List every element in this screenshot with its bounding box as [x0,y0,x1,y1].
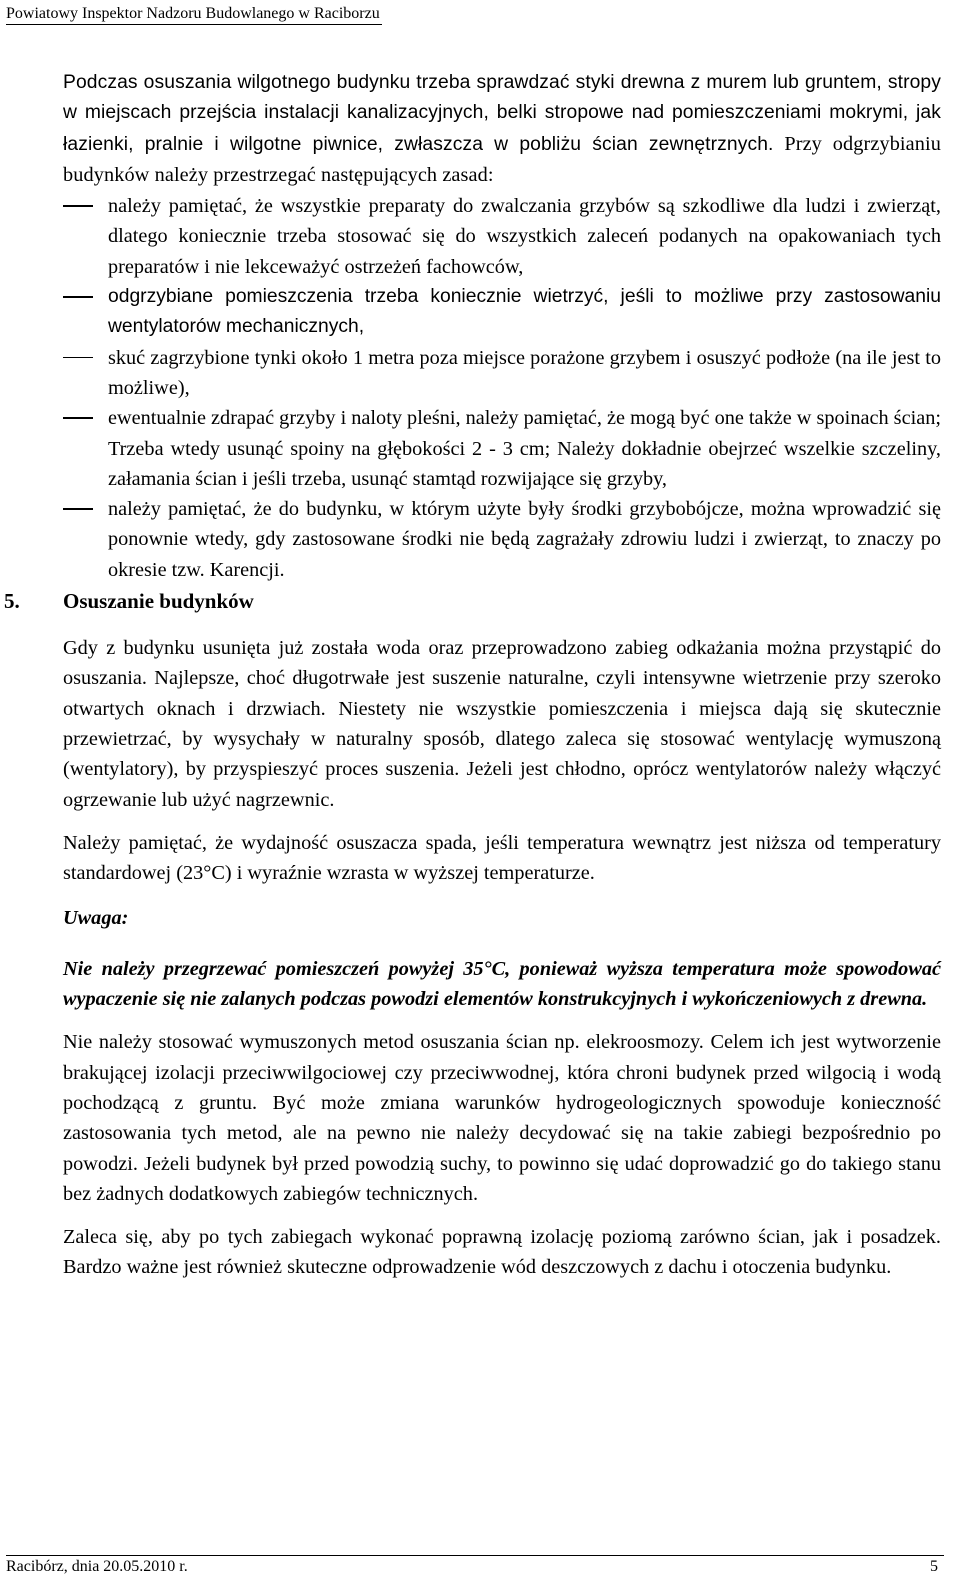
intro-rules-lead: Przy odgrzybianiu budynków należy przestrzegać następujących zasad: [63,132,941,186]
footer-place-date: Racibórz, dnia 20.05.2010 r. [6,1558,188,1575]
intro-text: Podczas osuszania wilgotnego budynku trzeba sprawdzać styki drewna z murem lub gruntem, stropy w miejscach przejścia instalacji kanalizacyjnych, belki stropowe nad pomieszczeniami mokrymi, jak łazienki, pralnie i wilgotne piwnice, zwłaszcza w pobliżu ścian zewnętrznych. [63,72,941,155]
page-number: 5 [930,1558,938,1575]
page-header: Powiatowy Inspektor Nadzoru Budowlanego w Raciborzu [6,4,382,25]
section-title: Osuszanie budynków [63,589,254,614]
list-item: należy pamiętać, że wszystkie preparaty do zwalczania grzybów są szkodliwe dla ludzi i zwierząt, dlatego koniecznie trzeba stosować się do wszystkich zaleceń podanych na opakowaniach tych preparatów i nie lekceważyć ostrzeżeń fachowców, [63,191,941,282]
list-item: należy pamiętać, że do budynku, w którym użyte były środki grzybobójcze, można wprowadzić się ponownie wtedy, gdy zastosowane środki nie będą zagrażały zdrowiu ludzi i zwierząt, to znaczy po okresie tzw. Karencji. [63,494,941,585]
list-item: odgrzybiane pomieszczenia trzeba koniecznie wietrzyć, jeśli to możliwe przy zastosowaniu wentylatorów mechanicznych, [63,282,941,343]
intro-paragraph [63,68,941,191]
paragraph-insulation: Zaleca się, aby po tych zabiegach wykonać poprawną izolację poziomą zarówno ścian, jak i posadzek. Bardzo ważne jest również skuteczne odprowadzenie wód deszczowych z dachu i otoczenia budynku. [63,1226,941,1279]
paragraph-forced-methods: Nie należy stosować wymuszonych metod osuszania ścian np. elekroosmozy. Celem ich jest wytworzenie brakującej izolacji przeciwwilgociowej czy przeciwwodnej, która chroni budynek przed wilgocią i wodą pochodzącą z gruntu. Być może zmiana warunków hydrogeologicznych spowoduje konieczność zastosowania tych metod, ale na pewno nie należy decydować się na takie zabiegi bezpośrednio po powodzi. Jeżeli budynek był przed powodzią suchy, to powinno się udać doprowadzić go do takiego stanu bez żadnych dodatkowych zabiegów technicznych. [63,1031,941,1205]
footer-divider [6,1555,944,1556]
paragraph-drying-intro: Gdy z budynku usunięta już została woda oraz przeprowadzono zabieg odkażania można przystąpić do osuszania. Najlepsze, choć długotrwałe jest suszenie naturalne, czyli intensywne wietrzenie przy szeroko otwartych oknach i drzwiach. Niestety nie wszystkie pomieszczenia i miejsca dają się skutecznie przewietrzać, by wysychały w naturalny sposób, dlatego zaleca się stosować wentylację wymuszoną (wentylatory), by przyspieszyć proces suszenia. Jeżeli jest chłodno, oprócz wentylatorów należy włączyć ogrzewanie lub użyć nagrzewnic. [63,637,941,811]
rules-list [63,191,941,585]
list-item: ewentualnie zdrapać grzyby i naloty pleśni, należy pamiętać, że mogą być one także w spoinach ścian; Trzeba wtedy usunąć spoiny na głębokości 2 - 3 cm; Należy dokładnie obejrzeć wszelkie szczeliny, załamania ścian i jeśli trzeba, usunąć stamtąd rozwijające się grzyby, [63,403,941,494]
section-heading [4,586,941,620]
note-label: Uwaga: [63,907,129,930]
warning-paragraph: Nie należy przegrzewać pomieszczeń powyżej 35°C, ponieważ wyższa temperatura może spowodować wypaczenie się nie zalanych podczas powodzi elementów konstrukcyjnych i wykończeniowych z drewna. [63,957,941,1011]
section-number: 5. [4,589,20,614]
document-body [4,68,941,1283]
list-item: skuć zagrzybione tynki około 1 metra poza miejsce porażone grzybem i osuszyć podłoże (na ile jest to możliwe), [63,343,941,404]
paragraph-dryer-efficiency: Należy pamiętać, że wydajność osuszacza spada, jeśli temperatura wewnątrz jest niższa od temperatury standardowej (23°C) i wyraźnie wzrasta w wyższej temperaturze. [63,831,941,885]
